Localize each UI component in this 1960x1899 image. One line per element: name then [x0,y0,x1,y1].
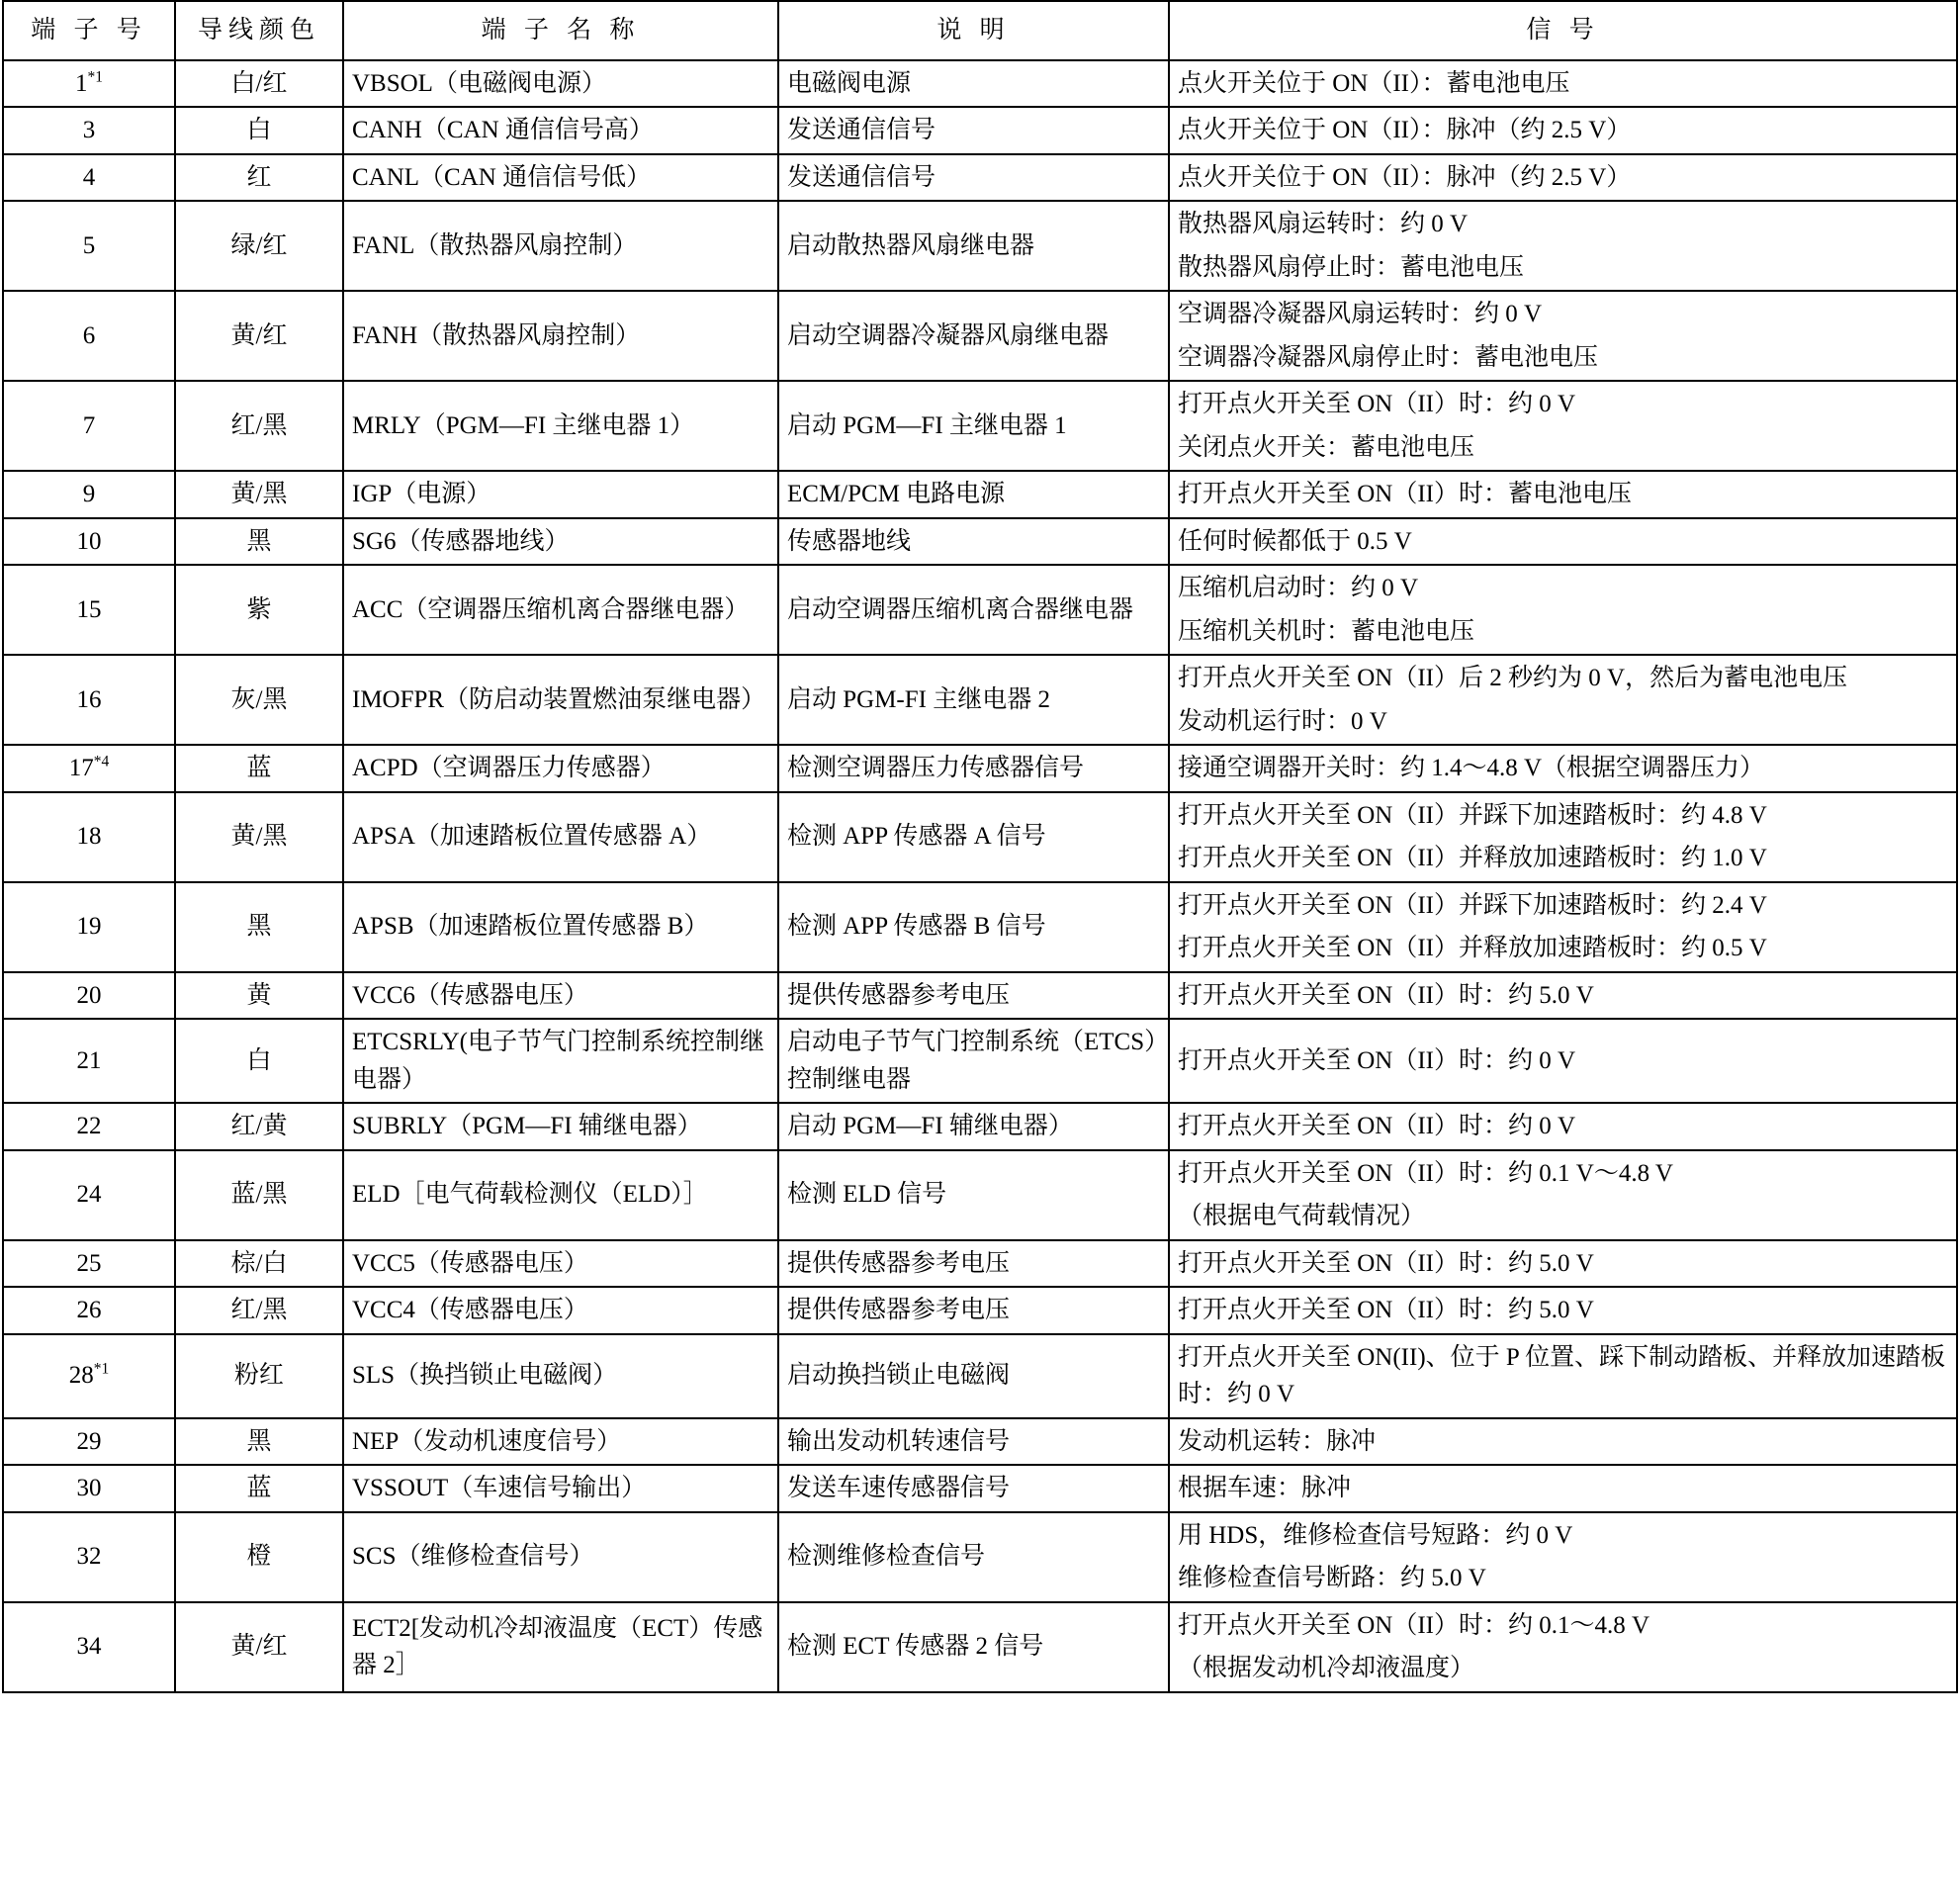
cell-description: 启动 PGM-FI 主继电器 2 [778,655,1169,745]
cell-description: 检测 ECT 传感器 2 信号 [778,1602,1169,1692]
cell-description: 发送通信信号 [778,154,1169,202]
cell-wire-color: 黑 [175,518,343,566]
cell-signal [1169,565,1957,655]
cell-terminal-number: 20 [3,972,175,1020]
cell-description: 提供传感器参考电压 [778,1240,1169,1288]
table-row [3,972,1957,1020]
signal-line: 打开点火开关至 ON（II）并释放加速踏板时：约 1.0 V [1178,845,1767,871]
cell-wire-color: 白 [175,1019,343,1103]
cell-signal [1169,1465,1957,1512]
cell-terminal-number: 21 [3,1019,175,1103]
cell-terminal-number: 10 [3,518,175,566]
cell-terminal-number: 32 [3,1512,175,1602]
cell-terminal-number: 30 [3,1465,175,1512]
cell-description: 发送车速传感器信号 [778,1465,1169,1512]
cell-terminal-name: SCS（维修检查信号） [343,1512,778,1602]
signal-line: （根据电气荷载情况） [1178,1203,1426,1229]
cell-terminal-name: APSB（加速踏板位置传感器 B） [343,882,778,972]
cell-signal [1169,518,1957,566]
table-row [3,381,1957,471]
cell-terminal-number: 18 [3,792,175,882]
cell-terminal-name: SUBRLY（PGM—FI 辅继电器） [343,1103,778,1150]
header-wire-color: 导线颜色 [175,1,343,60]
cell-signal [1169,792,1957,882]
cell-signal [1169,1150,1957,1240]
cell-terminal-number: 1$^{*1}$ [3,60,175,108]
cell-terminal-number: 19 [3,882,175,972]
table-row [3,565,1957,655]
cell-wire-color: 黑 [175,1418,343,1466]
cell-terminal-number: 4 [3,154,175,202]
table-row [3,1334,1957,1418]
signal-line: 打开点火开关至 ON（II）时：约 0 V [1178,391,1576,417]
table-row [3,655,1957,745]
cell-signal [1169,60,1957,108]
cell-signal [1169,1103,1957,1150]
table-row [3,1240,1957,1288]
table-row [3,1103,1957,1150]
cell-description: 传感器地线 [778,518,1169,566]
footnote-marker: *1 [93,1360,110,1378]
footnote-marker: *4 [93,753,110,770]
cell-signal [1169,1418,1957,1466]
cell-terminal-number: 28$^{*1}$ [3,1334,175,1418]
signal-line: 打开点火开关至 ON（II）并释放加速踏板时：约 0.5 V [1178,935,1767,961]
cell-terminal-name: VCC5（传感器电压） [343,1240,778,1288]
cell-terminal-name: SG6（传感器地线） [343,518,778,566]
signal-line: 打开点火开关至 ON（II）时：约 0 V [1178,1046,1576,1074]
cell-wire-color: 黄 [175,972,343,1020]
cell-terminal-name: NEP（发动机速度信号） [343,1418,778,1466]
cell-wire-color: 棕/白 [175,1240,343,1288]
cell-terminal-number: 6 [3,291,175,381]
cell-wire-color: 紫 [175,565,343,655]
table-row [3,518,1957,566]
table-row [3,882,1957,972]
cell-terminal-name: MRLY（PGM—FI 主继电器 1） [343,381,778,471]
cell-wire-color: 红 [175,154,343,202]
cell-wire-color: 灰/黑 [175,655,343,745]
cell-description: 启动散热器风扇继电器 [778,201,1169,291]
cell-signal [1169,201,1957,291]
cell-terminal-name: VBSOL（电磁阀电源） [343,60,778,108]
signal-line: 打开点火开关至 ON(II)、位于 P 位置、踩下制动踏板、并释放加速踏板时：约 0 V [1178,1343,1946,1407]
cell-wire-color: 红/黑 [175,381,343,471]
table-row [3,291,1957,381]
signal-line: 打开点火开关至 ON（II）时：约 5.0 V [1178,1249,1594,1277]
table-body [3,60,1957,1692]
cell-terminal-name: IGP（电源） [343,471,778,518]
cell-wire-color: 黄/黑 [175,792,343,882]
signal-line: 打开点火开关至 ON（II）时：蓄电池电压 [1178,481,1633,507]
cell-terminal-name: FANH（散热器风扇控制） [343,291,778,381]
cell-terminal-name: CANH（CAN 通信信号高） [343,107,778,154]
cell-terminal-name: ACC（空调器压缩机离合器继电器） [343,565,778,655]
cell-terminal-number: 34 [3,1602,175,1692]
table-row [3,1465,1957,1512]
table-row [3,1019,1957,1103]
header-terminal-name: 端 子 名 称 [343,1,778,60]
cell-description: 检测 ELD 信号 [778,1150,1169,1240]
signal-line: 打开点火开关至 ON（II）时：约 5.0 V [1178,981,1594,1009]
cell-terminal-name: ACPD（空调器压力传感器） [343,745,778,792]
cell-description: 发送通信信号 [778,107,1169,154]
cell-terminal-number: 3 [3,107,175,154]
cell-signal [1169,1240,1957,1288]
cell-signal [1169,107,1957,154]
cell-signal [1169,1287,1957,1334]
cell-wire-color: 红/黑 [175,1287,343,1334]
cell-signal [1169,1019,1957,1103]
table-row [3,1150,1957,1240]
cell-terminal-name: ETCSRLY(电子节气门控制系统控制继电器） [343,1019,778,1103]
signal-line: 打开点火开关至 ON（II）时：约 0 V [1178,1113,1576,1139]
cell-terminal-number: 29 [3,1418,175,1466]
signal-line: 打开点火开关至 ON（II）时：约 0.1 V～4.8 V [1178,1159,1673,1187]
cell-signal [1169,1602,1957,1692]
cell-terminal-name: VSSOUT（车速信号输出） [343,1465,778,1512]
cell-signal [1169,1334,1957,1418]
cell-signal [1169,291,1957,381]
terminal-signal-table [2,0,1958,1693]
cell-wire-color: 白 [175,107,343,154]
table-row [3,201,1957,291]
signal-line: （根据发动机冷却液温度） [1178,1655,1475,1681]
cell-terminal-name: CANL（CAN 通信信号低） [343,154,778,202]
cell-description: 提供传感器参考电压 [778,1287,1169,1334]
signal-line: 发动机运行时：0 V [1178,707,1387,735]
cell-wire-color: 橙 [175,1512,343,1602]
signal-line: 用 HDS，维修检查信号短路：约 0 V [1178,1521,1573,1549]
cell-terminal-number: 22 [3,1103,175,1150]
cell-wire-color: 蓝 [175,745,343,792]
cell-terminal-number: 7 [3,381,175,471]
cell-terminal-name: IMOFPR（防启动装置燃油泵继电器） [343,655,778,745]
cell-description: 启动换挡锁止电磁阀 [778,1334,1169,1418]
signal-line: 空调器冷凝器风扇运转时：约 0 V [1178,301,1543,327]
cell-description: ECM/PCM 电路电源 [778,471,1169,518]
signal-line: 压缩机启动时：约 0 V [1178,575,1419,601]
cell-description: 启动空调器冷凝器风扇继电器 [778,291,1169,381]
cell-signal [1169,381,1957,471]
cell-terminal-number: 5 [3,201,175,291]
table-row [3,1287,1957,1334]
cell-wire-color: 黄/黑 [175,471,343,518]
signal-line: 点火开关位于 ON（II）：脉冲（约 2.5 V） [1178,117,1632,143]
cell-wire-color: 绿/红 [175,201,343,291]
cell-terminal-name: FANL（散热器风扇控制） [343,201,778,291]
table-row [3,60,1957,108]
cell-terminal-name: SLS（换挡锁止电磁阀） [343,1334,778,1418]
signal-line: 接通空调器开关时：约 1.4～4.8 V（根据空调器压力） [1178,755,1765,781]
signal-line: 散热器风扇运转时：约 0 V [1178,211,1469,237]
cell-signal [1169,471,1957,518]
cell-terminal-name: APSA（加速踏板位置传感器 A） [343,792,778,882]
cell-wire-color: 黄/红 [175,291,343,381]
cell-terminal-number: 25 [3,1240,175,1288]
table-row [3,1602,1957,1692]
signal-line: 点火开关位于 ON（II）：脉冲（约 2.5 V） [1178,163,1632,191]
cell-signal [1169,745,1957,792]
cell-terminal-name: ELD［电气荷载检测仪（ELD）］ [343,1150,778,1240]
signal-line: 压缩机关机时：蓄电池电压 [1178,617,1475,645]
cell-signal [1169,972,1957,1020]
signal-line: 打开点火开关至 ON（II）时：约 5.0 V [1178,1297,1594,1323]
table-row [3,471,1957,518]
cell-terminal-name: VCC4（传感器电压） [343,1287,778,1334]
cell-terminal-number: 26 [3,1287,175,1334]
cell-terminal-number: 17$^{*4}$ [3,745,175,792]
cell-description: 启动 PGM—FI 辅继电器） [778,1103,1169,1150]
table-row [3,1512,1957,1602]
cell-description: 检测 APP 传感器 B 信号 [778,882,1169,972]
signal-line: 打开点火开关至 ON（II）时：约 0.1～4.8 V [1178,1611,1650,1639]
cell-terminal-name: VCC6（传感器电压） [343,972,778,1020]
table-row [3,1418,1957,1466]
cell-wire-color: 蓝 [175,1465,343,1512]
cell-terminal-number: 15 [3,565,175,655]
signal-line: 发动机运转：脉冲 [1178,1427,1377,1455]
signal-line: 关闭点火开关：蓄电池电压 [1178,433,1475,461]
cell-wire-color: 蓝/黑 [175,1150,343,1240]
cell-signal [1169,1512,1957,1602]
cell-wire-color: 粉红 [175,1334,343,1418]
cell-signal [1169,154,1957,202]
cell-wire-color: 黑 [175,882,343,972]
cell-terminal-number: 9 [3,471,175,518]
cell-description: 启动 PGM—FI 主继电器 1 [778,381,1169,471]
signal-line: 打开点火开关至 ON（II）并踩下加速踏板时：约 4.8 V [1178,801,1767,829]
table-header-row [3,1,1957,60]
cell-description: 检测 APP 传感器 A 信号 [778,792,1169,882]
cell-wire-color: 黄/红 [175,1602,343,1692]
signal-line: 点火开关位于 ON（II）：蓄电池电压 [1178,69,1570,97]
cell-description: 电磁阀电源 [778,60,1169,108]
cell-description: 检测维修检查信号 [778,1512,1169,1602]
signal-line: 任何时候都低于 0.5 V [1178,527,1412,555]
cell-terminal-name: ECT2[发动机冷却液温度（ECT）传感器 2］ [343,1602,778,1692]
cell-description: 提供传感器参考电压 [778,972,1169,1020]
table-row [3,745,1957,792]
cell-wire-color: 红/黄 [175,1103,343,1150]
header-signal: 信 号 [1169,1,1957,60]
cell-signal [1169,882,1957,972]
cell-terminal-number: 16 [3,655,175,745]
signal-line: 打开点火开关至 ON（II）并踩下加速踏板时：约 2.4 V [1178,891,1767,919]
footnote-marker: *1 [87,68,103,86]
table-row [3,792,1957,882]
signal-line: 根据车速：脉冲 [1178,1475,1352,1501]
cell-signal [1169,655,1957,745]
cell-description: 启动电子节气门控制系统（ETCS）控制继电器 [778,1019,1169,1103]
header-terminal-number: 端 子 号 [3,1,175,60]
signal-line: 空调器冷凝器风扇停止时：蓄电池电压 [1178,343,1599,371]
signal-line: 维修检查信号断路：约 5.0 V [1178,1565,1486,1591]
table-row [3,154,1957,202]
cell-description: 输出发动机转速信号 [778,1418,1169,1466]
cell-wire-color: 白/红 [175,60,343,108]
signal-line: 散热器风扇停止时：蓄电池电压 [1178,253,1525,281]
header-description: 说 明 [778,1,1169,60]
cell-description: 启动空调器压缩机离合器继电器 [778,565,1169,655]
signal-line: 打开点火开关至 ON（II）后 2 秒约为 0 V，然后为蓄电池电压 [1178,665,1848,691]
cell-description: 检测空调器压力传感器信号 [778,745,1169,792]
table-row [3,107,1957,154]
cell-terminal-number: 24 [3,1150,175,1240]
